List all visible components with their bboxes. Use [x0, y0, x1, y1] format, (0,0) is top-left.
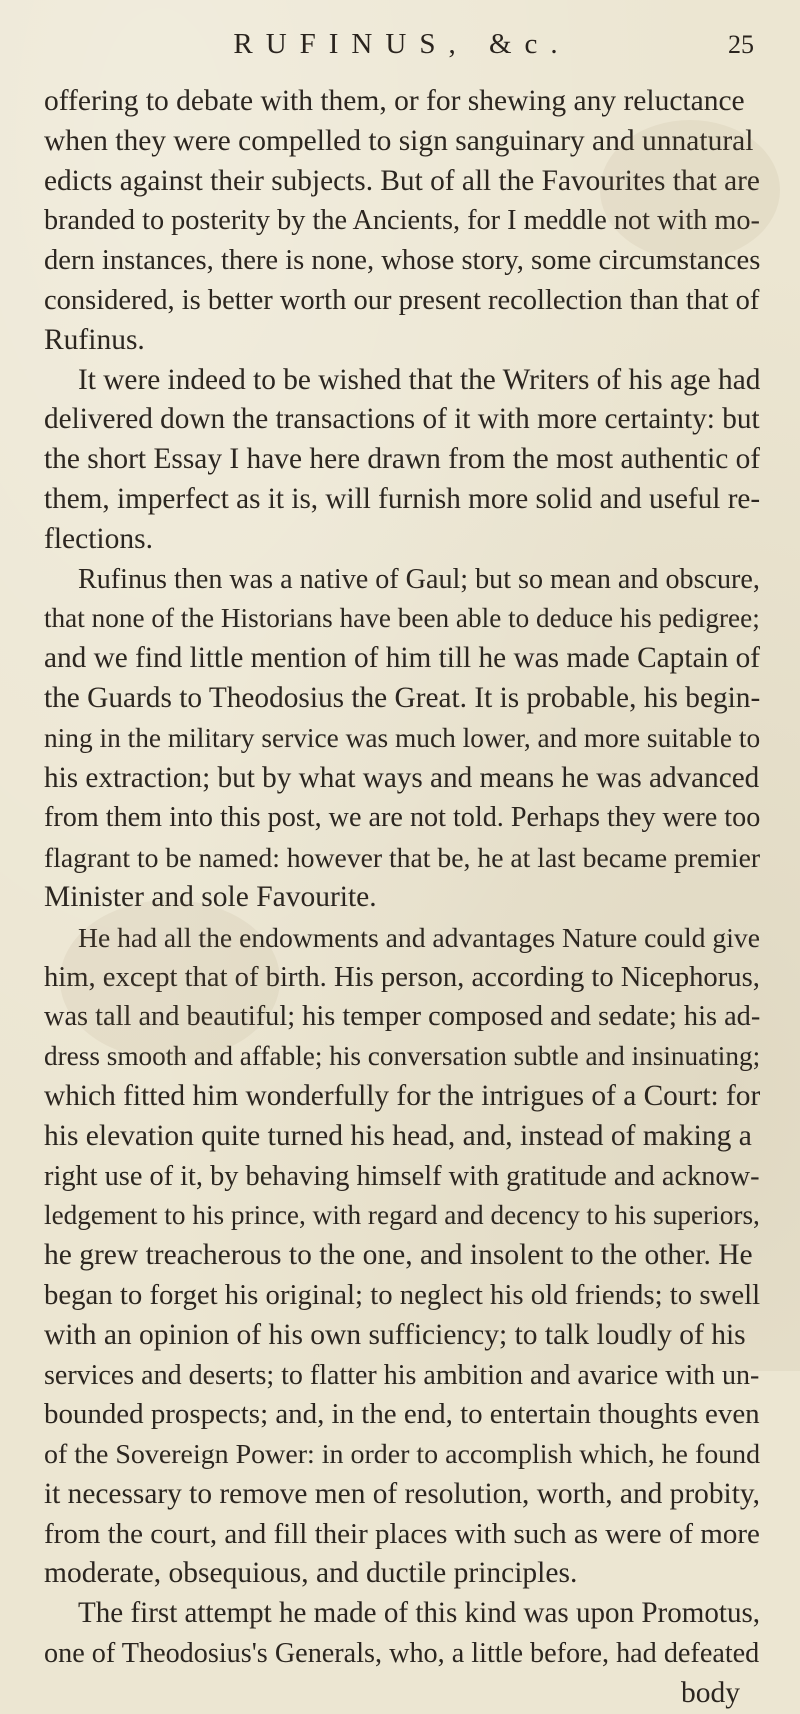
text-line: edicts against their subjects. But of all the Favourites that are [44, 164, 760, 197]
paragraph [44, 1594, 760, 1674]
text-line: The first attempt he made of this kind was upon Promotus, [78, 1597, 760, 1630]
catchword-row [44, 1674, 760, 1714]
paragraph [44, 82, 760, 361]
text-line: Rufinus. [44, 323, 145, 356]
text-line: It were indeed to be wished that the Writers of his age had [78, 363, 760, 396]
paragraph [44, 361, 760, 560]
text-line: bounded prospects; and, in the end, to entertain thoughts even [44, 1398, 760, 1431]
text-line: it necessary to remove men of resolution, worth, and probity, [44, 1477, 760, 1510]
text-line: offering to debate with them, or for shewing any reluctance [44, 85, 745, 117]
catchword: body [681, 1676, 740, 1709]
paragraph [44, 560, 760, 918]
text-line: He had all the endowments and advantages Nature could give [78, 921, 760, 953]
text-line: one of Theodosius's Generals, who, a little before, had defeated [44, 1638, 760, 1670]
text-line: considered, is better worth our present recollection than that of [44, 284, 760, 316]
text-line: flections. [44, 522, 153, 555]
text-line: his extraction; but by what ways and means he was advanced [44, 761, 760, 794]
text-line: delivered down the transactions of it with more certainty: but [44, 403, 760, 436]
running-title: RUFINUS, &c. [233, 28, 571, 60]
text-line: was tall and beautiful; his temper composed and sedate; his ad- [44, 1001, 760, 1033]
text-line: right use of it, by behaving himself with gratitude and acknow- [44, 1160, 760, 1192]
text-line: dern instances, there is none, whose story, some circumstances [44, 245, 760, 277]
text-body [44, 82, 760, 1674]
page-number: 25 [728, 30, 754, 59]
paragraph [44, 918, 760, 1595]
text-line: Minister and sole Favourite. [44, 880, 377, 913]
text-line: services and deserts; to flatter his ambition and avarice with un- [44, 1359, 760, 1391]
text-line: ledgement to his prince, with regard and decency to his superiors, [44, 1200, 760, 1231]
text-line: with an opinion of his own sufficiency; to talk loudly of his [44, 1318, 746, 1351]
text-line: that none of the Historians have been able to deduce his pedigree; [44, 603, 760, 634]
running-head [44, 28, 760, 72]
text-line: of the Sovereign Power: in order to accomplish which, he found [44, 1439, 760, 1471]
text-line: from them into this post, we are not told. Perhaps they were too [44, 802, 760, 834]
text-line: which fitted him wonderfully for the intrigues of a Court: for [44, 1079, 760, 1112]
text-line: moderate, obsequious, and ductile principles. [44, 1557, 578, 1590]
text-line: Rufinus then was a native of Gaul; but so mean and obscure, [78, 563, 760, 595]
text-line: flagrant to be named: however that be, he at last became premier [44, 842, 760, 874]
text-line: the Guards to Theodosius the Great. It is probable, his begin- [44, 681, 760, 714]
text-line: his elevation quite turned his head, and, instead of making a [44, 1119, 752, 1152]
text-line: from the court, and fill their places with such as were of more [44, 1517, 760, 1550]
text-line: the short Essay I have here drawn from the most authentic of [44, 443, 760, 476]
text-line: dress smooth and affable; his conversation subtle and insinuating; [44, 1041, 760, 1072]
text-line: and we find little mention of him till he was made Captain of [44, 642, 760, 675]
text-line: him, except that of birth. His person, according to Nicephorus, [44, 960, 760, 993]
text-line: branded to posterity by the Ancients, for I meddle not with mo- [44, 205, 760, 237]
text-line: them, imperfect as it is, will furnish more solid and useful re- [44, 482, 760, 515]
text-line: he grew treacherous to the one, and insolent to the other. He [44, 1239, 753, 1272]
text-line: when they were compelled to sign sanguinary and unnatural [44, 124, 754, 157]
text-line: ning in the military service was much lower, and more suitable to [44, 722, 760, 753]
text-line: began to forget his original; to neglect his old friends; to swell [44, 1278, 760, 1311]
